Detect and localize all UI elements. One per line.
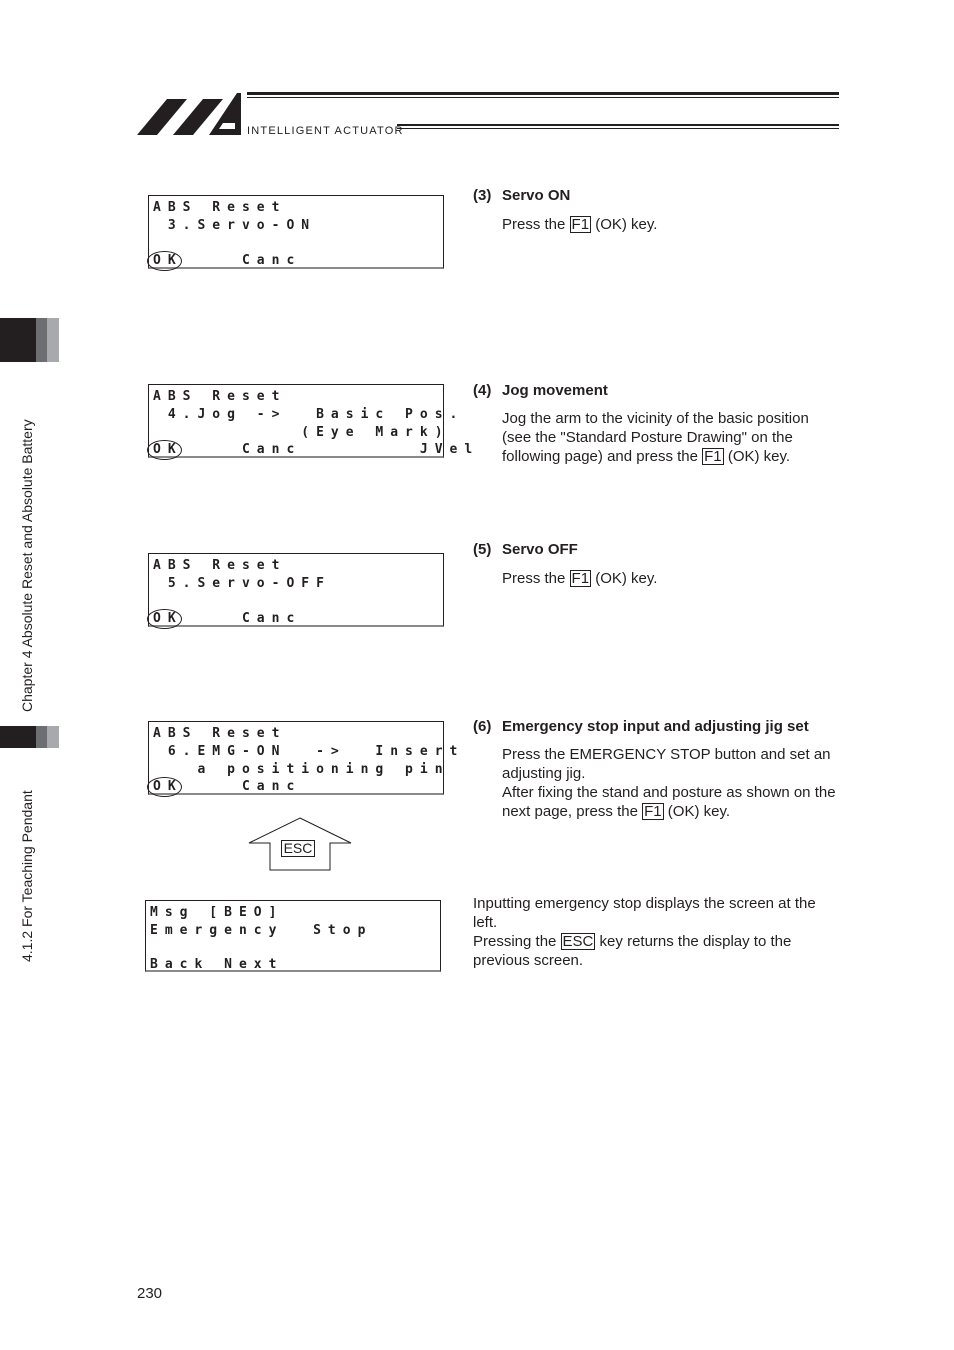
step-heading-emergency-stop [473, 718, 809, 735]
lcd-line: ABS Reset [153, 389, 287, 404]
ok-highlight-circle [147, 777, 182, 797]
lcd-line: OK Canc JVel [153, 442, 480, 457]
lcd-line: ABS Reset [153, 200, 287, 215]
emergency-note [473, 894, 843, 970]
chapter-tab-marker-grey [36, 318, 47, 362]
step-number: (4) [473, 382, 492, 399]
step-heading-servo-off [473, 541, 578, 558]
body-paragraph [473, 932, 843, 970]
esc-key-label: ESC [281, 840, 315, 857]
section-tab-label: 4.1.2 For Teaching Pendant [19, 790, 35, 962]
section-tab-marker-light [47, 726, 59, 748]
brand-name: INTELLIGENT ACTUATOR [247, 125, 404, 137]
ok-highlight-circle [147, 609, 182, 629]
body-paragraph [502, 783, 839, 821]
body-text: After fixing the stand and posture as shown on the next page, press the [502, 784, 836, 820]
lcd-screen-servo-off [148, 553, 444, 627]
body-text: Jog the arm to the vicinity of the basic position (see the "Standard Posture Drawing" on the following page) and press the [502, 410, 809, 465]
lcd-line: OK Canc [153, 253, 302, 268]
step-body [502, 745, 839, 821]
lcd-line: Back Next [150, 957, 284, 972]
f1-key: F1 [571, 216, 590, 233]
ok-highlight-circle [147, 251, 182, 271]
lcd-line: 4.Jog -> Basic Pos. [153, 407, 465, 422]
chapter-tab-label: Chapter 4 Absolute Reset and Absolute Battery [19, 419, 35, 712]
body-text: Press the [502, 570, 570, 587]
step-body [502, 569, 842, 588]
body-text: (OK) key. [591, 216, 658, 233]
body-text: key returns the display to the previous screen. [473, 933, 792, 969]
section-tab-marker [0, 726, 36, 748]
step-title: Jog movement [502, 382, 608, 399]
esc-key: ESC [562, 933, 594, 950]
lcd-line: ABS Reset [153, 558, 287, 573]
page-number: 230 [137, 1285, 163, 1302]
step-body [502, 409, 839, 466]
body-text: (OK) key. [723, 448, 791, 465]
header-rule-thin [247, 97, 839, 98]
lcd-screen-emg-on [148, 721, 465, 795]
body-text: Pressing the [473, 933, 561, 950]
step-number: (3) [473, 187, 492, 204]
iai-logo [137, 91, 245, 135]
lcd-line: Emergency Stop [150, 923, 373, 938]
lcd-line: OK Canc [153, 611, 302, 626]
lcd-line: Msg [BEO] [150, 905, 284, 920]
body-text: (OK) key. [591, 570, 658, 587]
header-rule [247, 92, 839, 95]
step-title: Servo OFF [502, 541, 578, 558]
body-text: Press the [502, 216, 570, 233]
body-text: (OK) key. [663, 803, 731, 820]
body-text: Press the EMERGENCY STOP button and set an adjusting jig. [502, 746, 831, 782]
lcd-line: 3.Servo-ON [153, 218, 317, 233]
step-title: Emergency stop input and adjusting jig set [502, 718, 809, 735]
step-heading-jog [473, 382, 608, 399]
step-title: Servo ON [502, 187, 571, 204]
lcd-line: OK Canc [153, 779, 302, 794]
chapter-tab-marker [0, 318, 36, 362]
lcd-screen-emergency-msg [145, 900, 441, 972]
step-body [502, 215, 842, 234]
f1-key: F1 [704, 448, 722, 465]
step-number: (6) [473, 718, 492, 735]
header-lower-rule-thin [397, 128, 839, 129]
body-text: Inputting emergency stop displays the screen at the left. [473, 895, 816, 931]
step-heading-servo-on [473, 187, 570, 204]
lcd-line: 6.EMG-ON -> Insert [153, 744, 465, 759]
f1-key: F1 [644, 803, 662, 820]
step-number: (5) [473, 541, 492, 558]
header-lower-rule [397, 124, 839, 126]
lcd-screen-servo-on [148, 195, 444, 269]
chapter-tab-marker-light [47, 318, 59, 362]
lcd-line: (Eye Mark) [153, 425, 450, 440]
ok-highlight-circle [147, 440, 182, 460]
lcd-line: ABS Reset [153, 726, 287, 741]
lcd-screen-jog [148, 384, 480, 458]
lcd-line: 5.Servo-OFF [153, 576, 331, 591]
section-tab-marker-grey [36, 726, 47, 748]
lcd-line: a positioning pin [153, 762, 450, 777]
f1-key: F1 [571, 570, 590, 587]
